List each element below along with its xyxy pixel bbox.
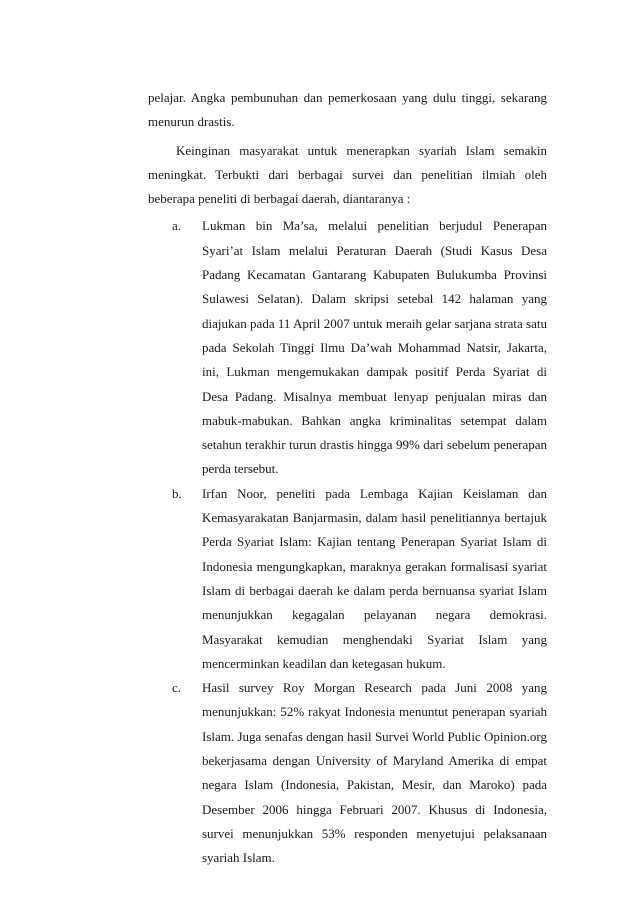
list-text-c: Hasil survey Roy Morgan Research pada Juni 2008 yang menunjukkan: 52% rakyat Indonesia menuntut penerapan syariah Islam. Juga senafas dengan hasil Survei World Public Opinion.org bekerjasama dengan University of Maryland Amerika di empat negara Islam (Indonesia, Pakistan, Mesir, dan Maroko) pada Desember 2006 hingga Februari 2007. Khusus di Indonesia, survei menunjukkan 53% responden menyetujui pelaksanaan syariah Islam.: [202, 680, 547, 866]
list-marker-b: b.: [172, 485, 182, 501]
list-item-a: [148, 214, 547, 481]
list-marker-c: c.: [172, 680, 182, 696]
survey-list: [148, 214, 547, 870]
list-marker-a: a.: [172, 218, 182, 234]
list-text-b: Irfan Noor, peneliti pada Lembaga Kajian Keislaman dan Kemasyarakatan Banjarmasin, dalam hasil penelitiannya bertajuk Perda Syariat Islam: Kajian tentang Penerapan Syariat Islam di Indonesia mengungkapkan, maraknya gerakan formalisasi syariat Islam di berbagai daerah ke dalam perda bernuansa syariat Islam menunjukkan kegagalan pelayanan negara demokrasi. Masyarakat kemudian menghendaki Syariat Islam yang mencerminkan keadilan dan ketegasan hukum.: [202, 485, 547, 671]
paragraph-continuation: pelajar. Angka pembunuhan dan pemerkosaan yang dulu tinggi, sekarang menurun drastis.: [148, 90, 547, 130]
list-item-b: [148, 482, 547, 676]
body-text: [148, 86, 547, 871]
list-item-c: [148, 676, 547, 870]
paragraph-intro: Keinginan masyarakat untuk menerapkan syariah Islam semakin meningkat. Terbukti dari berbagai survei dan penelitian ilmiah oleh beberapa peneliti di berbagai daerah, diantaranya :: [148, 142, 547, 207]
list-text-a: Lukman bin Ma’sa, melalui penelitian berjudul Penerapan Syari’at Islam melalui Peraturan Daerah (Studi Kasus Desa Padang Kecamatan Gantarang Kabupaten Bulukumba Provinsi Sulawesi Selatan). Dalam skripsi setebal 142 halaman yang diajukan pada 11 April 2007 untuk meraih gelar sarjana strata satu pada Sekolah Tinggi Ilmu Da’wah Mohammad Natsir, Jakarta, ini, Lukman mengemukakan dampak positif Perda Syariat di Desa Padang. Misalnya membuat lenyap penjualan miras dan mabuk-mabukan. Bahkan angka kriminalitas setempat dalam setahun terakhir turun drastis hingga 99% dari sebelum penerapan perda tersebut.: [202, 218, 547, 477]
